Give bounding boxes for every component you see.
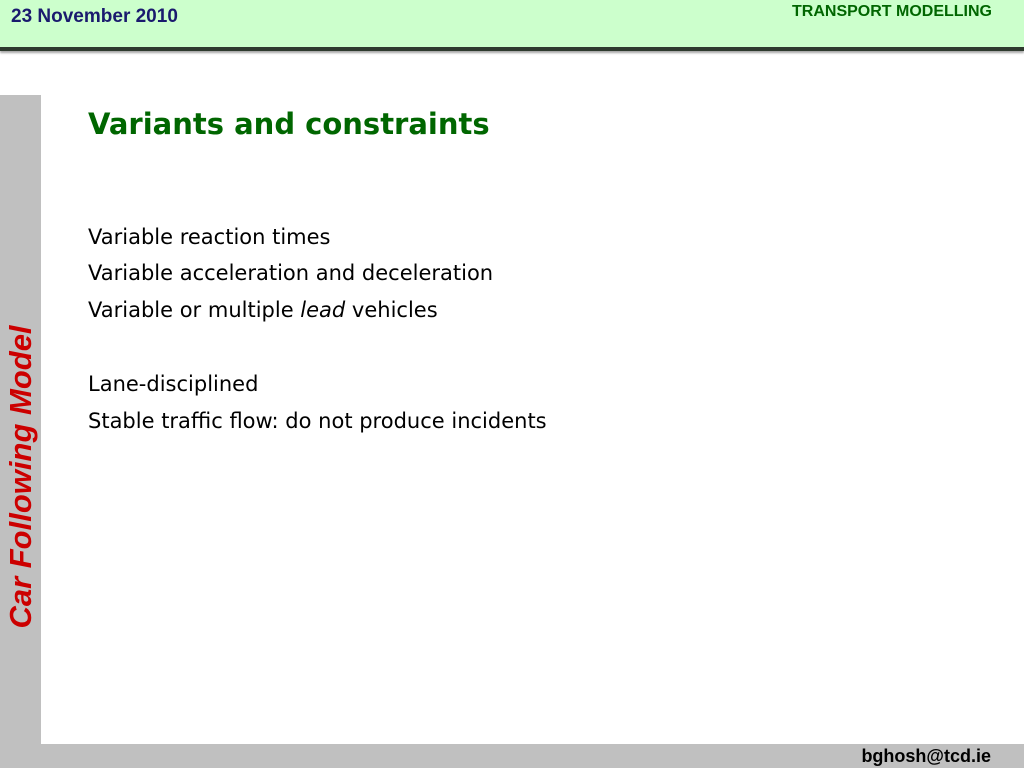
body-line-emphasis: lead <box>300 298 346 322</box>
body-line: Variable acceleration and deceleration <box>88 261 494 285</box>
body-line: Lane-disciplined <box>88 372 259 396</box>
body-line: Variable reaction times <box>88 225 331 249</box>
body-line-text: Variable or multiple <box>88 298 301 322</box>
footer-email: bghosh@tcd.ie <box>861 746 991 766</box>
slide-title: Variants and constraints <box>88 107 490 141</box>
body-line <box>88 298 438 322</box>
side-topic-label: Car Following Model <box>3 325 38 629</box>
body-line: Stable traffic flow: do not produce incidents <box>88 409 547 433</box>
body-line-text: vehicles <box>345 298 438 322</box>
header-course-title: TRANSPORT MODELLING <box>792 3 992 20</box>
header-date: 23 November 2010 <box>11 6 178 27</box>
